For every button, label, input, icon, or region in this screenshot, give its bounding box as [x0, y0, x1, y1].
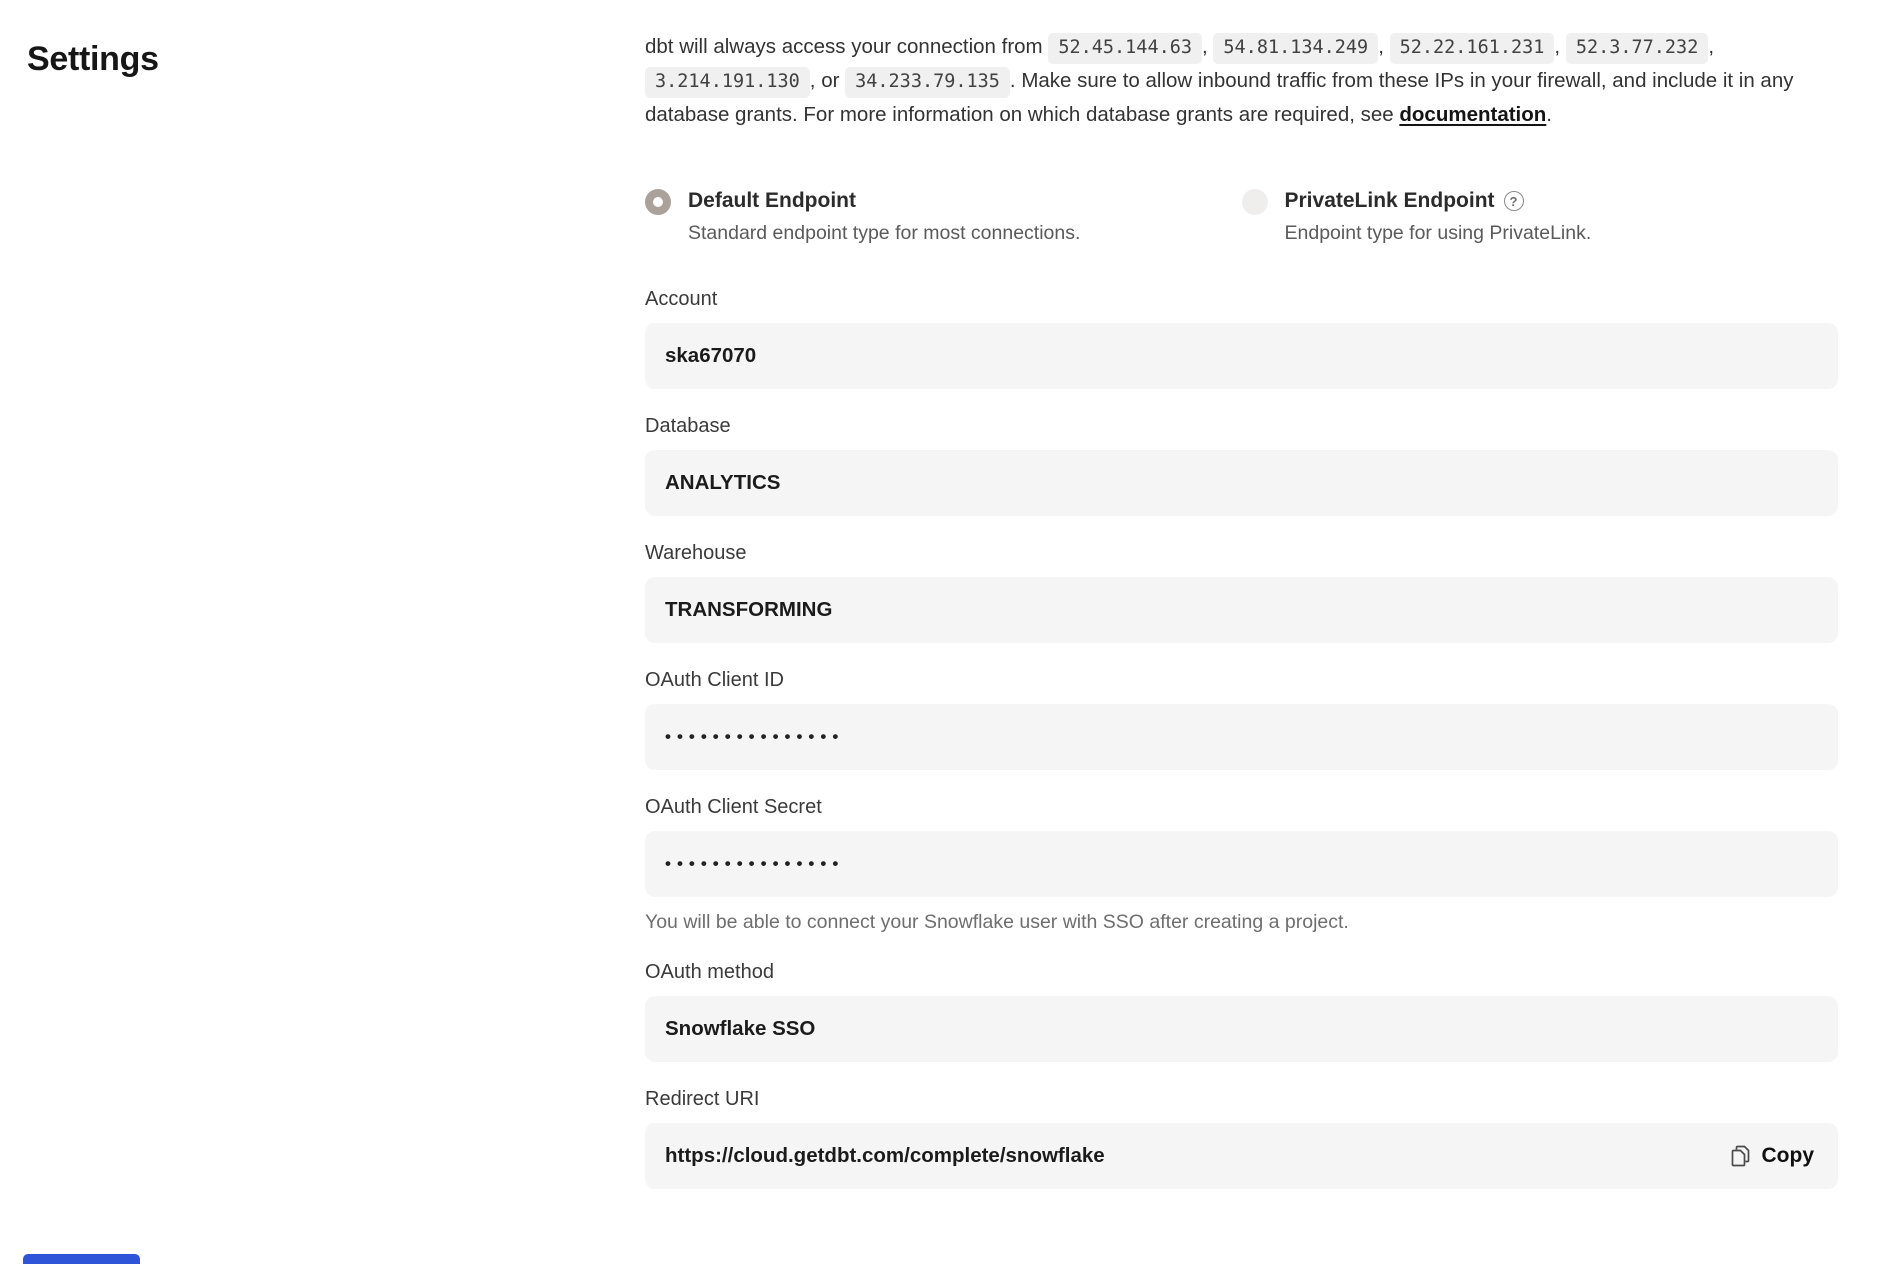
- intro-text: ,: [1202, 35, 1214, 58]
- database-field: [645, 413, 1838, 516]
- ip-address-chip: 34.233.79.135: [845, 67, 1010, 98]
- bottom-edge-button[interactable]: [23, 1254, 140, 1264]
- copy-icon: [1730, 1144, 1752, 1168]
- intro-text: dbt will always access your connection from: [645, 35, 1049, 58]
- privatelink-endpoint-description: Endpoint type for using PrivateLink.: [1284, 222, 1592, 244]
- page-title: Settings: [27, 40, 159, 78]
- oauth-method-value: Snowflake SSO: [665, 1017, 816, 1040]
- oauth-client-secret-value: •••••••••••••••: [665, 854, 845, 873]
- default-endpoint-option: [645, 188, 1242, 246]
- oauth-method-label: OAuth method: [645, 961, 774, 983]
- oauth-client-id-label: OAuth Client ID: [645, 669, 784, 691]
- oauth-client-id-value: •••••••••••••••: [665, 727, 845, 746]
- intro-text: ,: [1708, 35, 1715, 58]
- copy-button[interactable]: [1730, 1144, 1815, 1168]
- ip-address-chip: 52.22.161.231: [1390, 33, 1555, 64]
- redirect-uri-value: https://cloud.getdbt.com/complete/snowflake: [665, 1144, 1105, 1167]
- oauth-client-secret-input[interactable]: [645, 831, 1838, 897]
- connection-fields: [645, 286, 1838, 1189]
- warehouse-input[interactable]: [645, 577, 1838, 643]
- connection-settings-content: [645, 0, 1838, 1189]
- oauth-client-secret-label: OAuth Client Secret: [645, 796, 822, 818]
- privatelink-endpoint-option: [1242, 188, 1839, 246]
- connection-ip-info: [645, 30, 1838, 132]
- intro-text: ,: [1554, 35, 1566, 58]
- endpoint-type-radio-group: [645, 188, 1838, 246]
- help-icon[interactable]: ?: [1504, 191, 1524, 211]
- privatelink-endpoint-radio[interactable]: [1242, 189, 1268, 215]
- warehouse-value: TRANSFORMING: [665, 598, 833, 621]
- redirect-uri-input[interactable]: [645, 1123, 1838, 1189]
- privatelink-endpoint-label: PrivateLink Endpoint: [1284, 189, 1495, 212]
- oauth-client-id-field: [645, 667, 1838, 770]
- copy-button-label: Copy: [1761, 1144, 1814, 1167]
- ip-address-chip: 52.45.144.63: [1048, 33, 1202, 64]
- ip-address-chip: 52.3.77.232: [1566, 33, 1709, 64]
- oauth-client-id-input[interactable]: [645, 704, 1838, 770]
- intro-text: .: [1546, 103, 1552, 126]
- oauth-method-input[interactable]: [645, 996, 1838, 1062]
- default-endpoint-text: [688, 188, 1080, 246]
- intro-text: , or: [809, 69, 846, 92]
- database-label: Database: [645, 415, 731, 437]
- intro-text: . Make sure to allow inbound traffic from these IPs in your firewall, and include it in any database grants. For more information on which database grants are required, see: [645, 69, 1794, 126]
- warehouse-field: [645, 540, 1838, 643]
- database-input[interactable]: [645, 450, 1838, 516]
- account-label: Account: [645, 288, 718, 310]
- redirect-uri-label: Redirect URI: [645, 1088, 760, 1110]
- account-value: ska67070: [665, 344, 757, 367]
- database-value: ANALYTICS: [665, 471, 781, 494]
- account-input[interactable]: [645, 323, 1838, 389]
- oauth-client-secret-helper-text: You will be able to connect your Snowflake user with SSO after creating a project.: [645, 911, 1349, 933]
- oauth-method-field: [645, 959, 1838, 1062]
- privatelink-endpoint-text: [1285, 188, 1592, 246]
- intro-text: ,: [1378, 35, 1390, 58]
- redirect-uri-field: [645, 1086, 1838, 1189]
- account-field: [645, 286, 1838, 389]
- oauth-client-secret-field: [645, 794, 1838, 935]
- default-endpoint-label: Default Endpoint: [688, 189, 856, 212]
- warehouse-label: Warehouse: [645, 542, 747, 564]
- default-endpoint-radio[interactable]: [645, 189, 671, 215]
- default-endpoint-description: Standard endpoint type for most connections.: [688, 222, 1081, 244]
- ip-address-chip: 54.81.134.249: [1213, 33, 1378, 64]
- documentation-link[interactable]: documentation: [1399, 103, 1547, 126]
- ip-address-chip: 3.214.191.130: [645, 67, 810, 98]
